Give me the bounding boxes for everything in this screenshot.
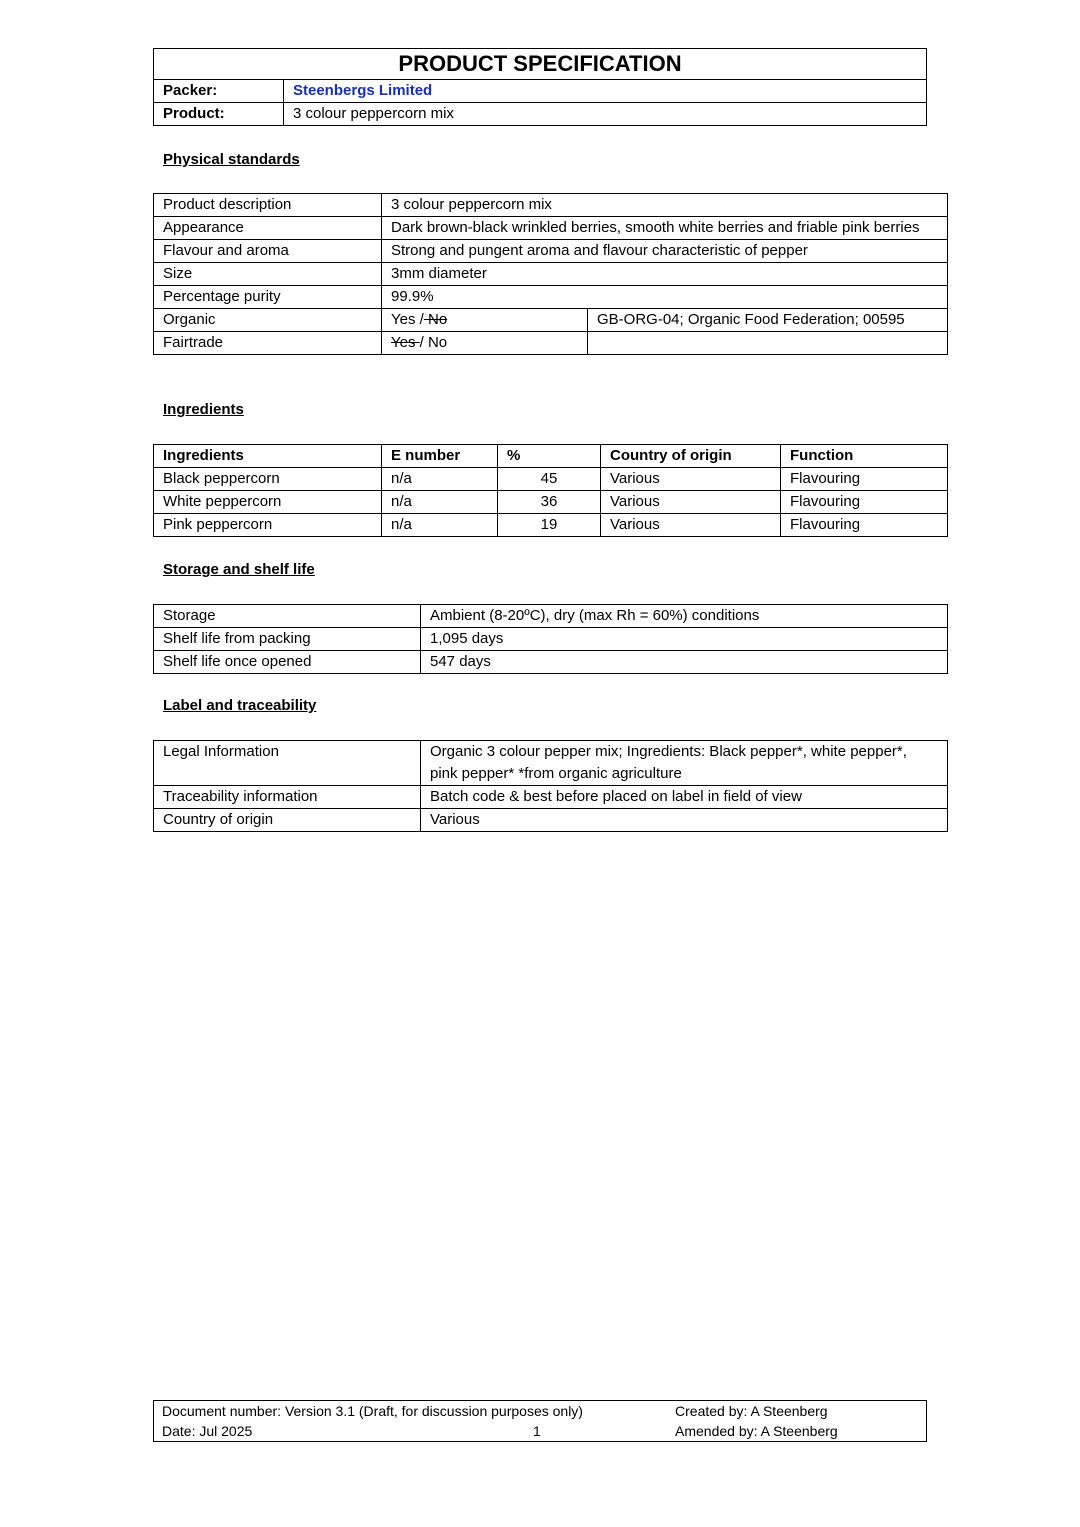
row-label: Product description [154, 194, 382, 217]
row-label: Country of origin [154, 809, 421, 832]
table-cell: 36 [498, 491, 601, 514]
column-header: Country of origin [601, 445, 781, 468]
fairtrade-value [382, 332, 588, 355]
table-row [154, 240, 948, 263]
row-label: Shelf life once opened [154, 651, 421, 674]
created-by: Created by: A Steenberg [675, 1403, 828, 1419]
product-label: Product: [154, 103, 284, 126]
fairtrade-no: / No [419, 334, 448, 351]
row-label: Storage [154, 605, 421, 628]
section-heading-ingredients: Ingredients [163, 401, 244, 418]
column-header: Function [781, 445, 948, 468]
table-row [154, 263, 948, 286]
table-row [154, 809, 948, 832]
row-label: Traceability information [154, 786, 421, 809]
page-title: PRODUCT SPECIFICATION [154, 49, 927, 80]
ingredients-table [153, 444, 948, 537]
table-row [154, 217, 948, 240]
row-value: Ambient (8-20ºC), dry (max Rh = 60%) conditions [421, 605, 948, 628]
organic-value [382, 309, 588, 332]
row-label: Percentage purity [154, 286, 382, 309]
row-label: Size [154, 263, 382, 286]
table-row [154, 332, 948, 355]
document-number: Document number: Version 3.1 (Draft, for discussion purposes only) [162, 1403, 583, 1419]
table-row [154, 628, 948, 651]
row-value: 1,095 days [421, 628, 948, 651]
table-row [154, 491, 948, 514]
table-cell: n/a [382, 491, 498, 514]
row-value: 547 days [421, 651, 948, 674]
column-header: Ingredients [154, 445, 382, 468]
table-cell: Pink peppercorn [154, 514, 382, 537]
organic-yes: Yes / [391, 311, 424, 328]
label-traceability-table [153, 740, 948, 832]
organic-certification: GB-ORG-04; Organic Food Federation; 00595 [588, 309, 948, 332]
table-row [154, 468, 948, 491]
column-header: % [498, 445, 601, 468]
table-row [154, 309, 948, 332]
physical-standards-table [153, 193, 948, 355]
document-date: Date: Jul 2025 [162, 1423, 253, 1439]
table-cell: Flavouring [781, 491, 948, 514]
row-value: 3 colour peppercorn mix [382, 194, 948, 217]
table-cell: Various [601, 514, 781, 537]
table-cell: 45 [498, 468, 601, 491]
table-cell: Various [601, 468, 781, 491]
storage-table [153, 604, 948, 674]
row-value: Batch code & best before placed on label in field of view [421, 786, 948, 809]
fairtrade-certification [588, 332, 948, 355]
row-value: 3mm diameter [382, 263, 948, 286]
row-label: Legal Information [154, 741, 421, 786]
packer-value: Steenbergs Limited [284, 80, 927, 103]
table-cell: n/a [382, 514, 498, 537]
row-value: Various [421, 809, 948, 832]
table-cell: White peppercorn [154, 491, 382, 514]
fairtrade-yes-struck: Yes [391, 334, 420, 351]
table-row [154, 786, 948, 809]
fairtrade-label: Fairtrade [154, 332, 382, 355]
table-cell: Black peppercorn [154, 468, 382, 491]
table-row [154, 741, 948, 786]
organic-label: Organic [154, 309, 382, 332]
row-value: 99.9% [382, 286, 948, 309]
footer [153, 1400, 927, 1441]
table-header-row [154, 445, 948, 468]
organic-no-struck: No [423, 311, 448, 328]
row-value: Strong and pungent aroma and flavour characteristic of pepper [382, 240, 948, 263]
table-row [154, 651, 948, 674]
table-row [154, 605, 948, 628]
table-cell: Flavouring [781, 468, 948, 491]
page-number: 1 [533, 1423, 541, 1439]
row-label: Flavour and aroma [154, 240, 382, 263]
row-label: Shelf life from packing [154, 628, 421, 651]
product-value: 3 colour peppercorn mix [284, 103, 927, 126]
table-cell: Various [601, 491, 781, 514]
row-label: Appearance [154, 217, 382, 240]
amended-by: Amended by: A Steenberg [675, 1423, 838, 1439]
column-header: E number [382, 445, 498, 468]
table-cell: n/a [382, 468, 498, 491]
table-cell: 19 [498, 514, 601, 537]
section-heading-label: Label and traceability [163, 697, 317, 714]
table-row [154, 194, 948, 217]
spec-header-table [153, 48, 927, 126]
table-row [154, 514, 948, 537]
table-cell: Flavouring [781, 514, 948, 537]
packer-label: Packer: [154, 80, 284, 103]
row-value: Organic 3 colour pepper mix; Ingredients: Black pepper*, white pepper*, pink pepper* *from organic agriculture [421, 741, 948, 786]
row-value: Dark brown-black wrinkled berries, smooth white berries and friable pink berries [382, 217, 948, 240]
section-heading-physical: Physical standards [163, 151, 300, 168]
section-heading-storage: Storage and shelf life [163, 561, 315, 578]
table-row [154, 286, 948, 309]
